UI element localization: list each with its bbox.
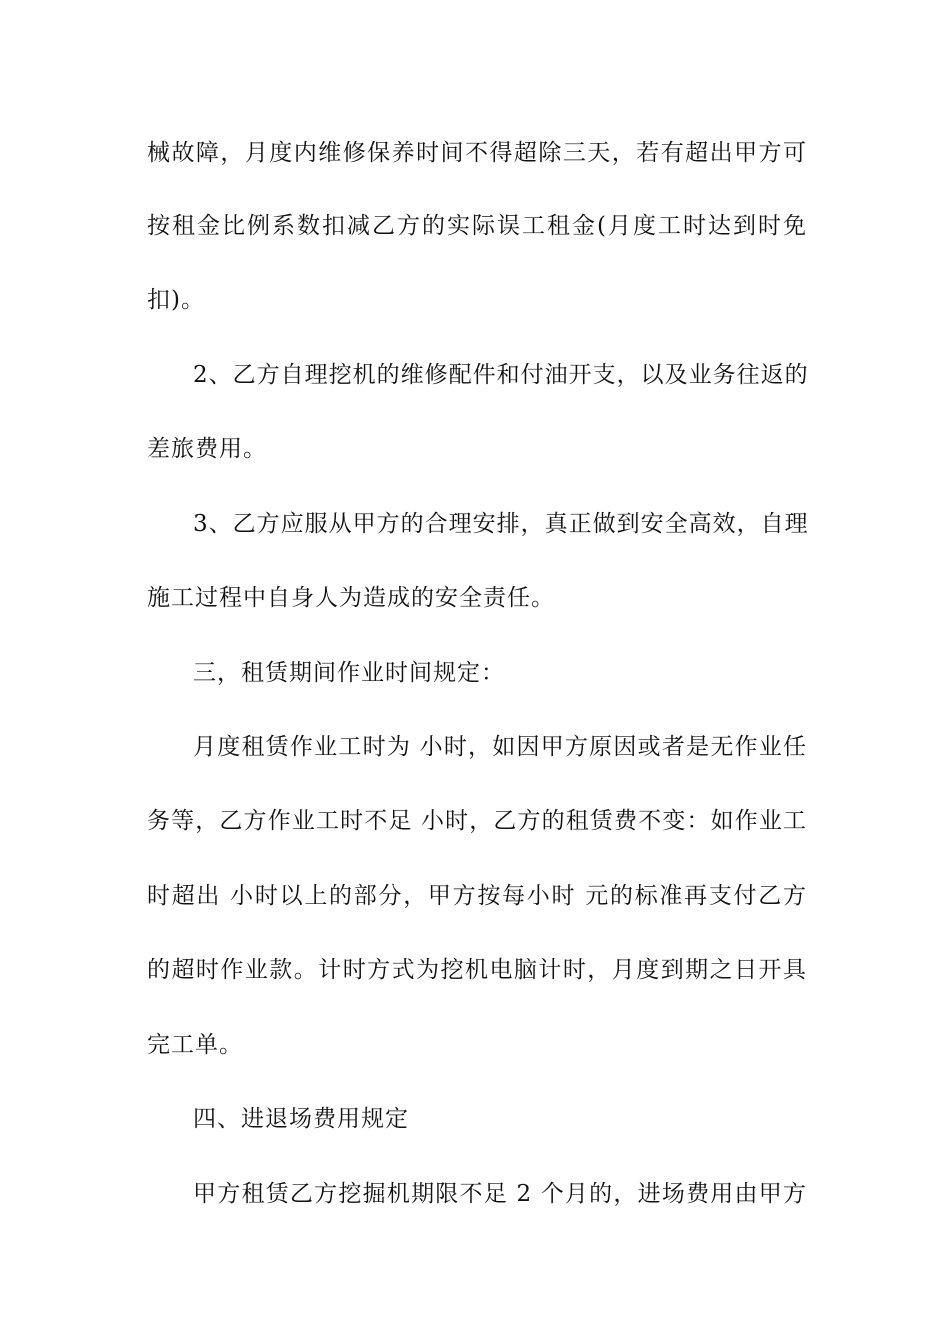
paragraph-line: 按租金比例系数扣减乙方的实际误工租金(月度工时达到时免	[147, 213, 807, 239]
paragraph-line: 差旅费用。	[147, 436, 267, 462]
paragraph-line: 扣)。	[147, 287, 205, 313]
paragraph-line: 械故障，月度内维修保养时间不得超除三天，若有超出甲方可	[147, 140, 807, 166]
paragraph-line: 的超时作业款。计时方式为挖机电脑计时，月度到期之日开具	[147, 957, 807, 983]
paragraph-line: 施工过程中自身人为造成的安全责任。	[147, 585, 555, 611]
section-heading: 四、进退场费用规定	[193, 1106, 409, 1132]
paragraph-line: 3、乙方应服从甲方的合理安排，真正做到安全高效，自理	[193, 511, 809, 537]
section-heading: 三，租赁期间作业时间规定：	[193, 660, 505, 686]
paragraph-line: 完工单。	[147, 1032, 243, 1058]
paragraph-line: 务等，乙方作业工时不足 小时，乙方的租赁费不变：如作业工	[147, 808, 807, 834]
paragraph-line: 2、乙方自理挖机的维修配件和付油开支，以及业务往返的	[193, 362, 809, 388]
paragraph-line: 时超出 小时以上的部分，甲方按每小时 元的标准再支付乙方	[147, 883, 807, 909]
paragraph-line: 甲方租赁乙方挖掘机期限不足 2 个月的，进场费用由甲方	[193, 1181, 807, 1207]
paragraph-line: 月度租赁作业工时为 小时，如因甲方原因或者是无作业任	[193, 734, 807, 760]
